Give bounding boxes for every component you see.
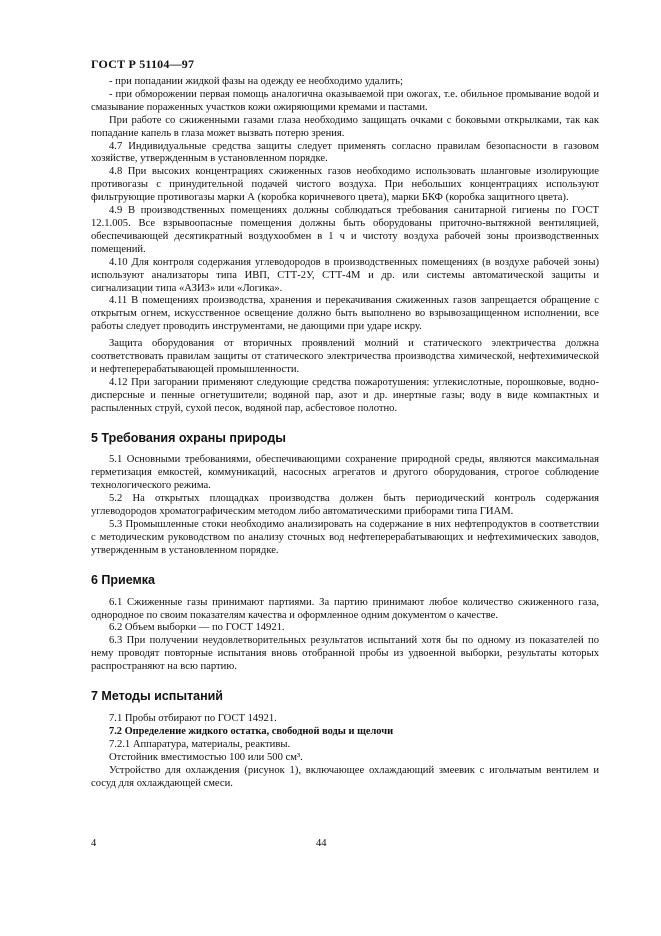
section-heading: 5 Требования охраны природы [91, 430, 286, 445]
page-number-center: 44 [316, 838, 327, 849]
paragraph: 6.1 Сжиженные газы принимают партиями. За партию принимают любое количество сжиженного газа, однородное по своим показателям качества и оформленное одним документом о качестве. [91, 596, 599, 621]
paragraph: 4.12 При загорании применяют следующие средства пожаротушения: углекислотные, порошковые, водно-дисперсные и пенные огнетушители; водяной пар, азот и др. инертные газы; воду в виде компактных и распыленных струй, сухой песок, водяной пар, асбестовое полотно. [91, 376, 599, 414]
subsection-heading: 7.2 Определение жидкого остатка, свободной воды и щелочи [109, 725, 394, 737]
paragraph: 6.2 Объем выборки — по ГОСТ 14921. [109, 622, 285, 634]
paragraph: 5.1 Основными требованиями, обеспечивающими сохранение природной среды, являются максимальная герметизация емкостей, коммуникаций, насосных агрегатов и другого оборудования, строгое соблюдение технологического режима. [91, 454, 599, 492]
section-heading: 7 Методы испытаний [91, 689, 223, 704]
paragraph: Защита оборудования от вторичных проявлений молний и статического электричества должна соответствовать правилам защиты от статического электричества производства химической, нефтехимической и нефтеперерабатывающей промышленности. [91, 338, 599, 375]
section-heading: 6 Приемка [91, 572, 155, 587]
paragraph: 7.1 Пробы отбирают по ГОСТ 14921. [109, 712, 277, 724]
paragraph: 7.2.1 Аппаратура, материалы, реактивы. [109, 738, 291, 750]
paragraph: При работе со сжиженными газами глаза необходимо защищать очками с боковыми открылками, так как попадание капель в глаза может вызвать потерю зрения. [91, 114, 599, 139]
paragraph: 4.7 Индивидуальные средства защиты следует применять согласно правилам безопасности в газовом хозяйстве, утвержденным в установленном порядке. [91, 140, 599, 165]
paragraph: - при попадании жидкой фазы на одежду ее необходимо удалить; [109, 76, 403, 87]
paragraph: 5.2 На открытых площадках производства должен быть периодический контроль содержания углеводородов хроматографическим методом либо автоматическими приборами типа ГИАМ. [91, 493, 599, 518]
paragraph: - при обморожении первая помощь аналогична оказываемой при ожогах, т.е. обильное промывание водой и смазывание пораженных участков кожи ожиряющими кремами и пастами. [91, 88, 599, 113]
paragraph: 4.10 Для контроля содержания углеводородов в производственных помещениях (в воздухе рабочей зоны) используют анализаторы типа ИВП, СТТ-2У, СТТ-4М и др. или системы автоматической защиты и сигнализации типа «АЗИЗ» или «Логика». [91, 256, 599, 294]
document-body [91, 76, 599, 790]
paragraph: 4.11 В помещениях производства, хранения и перекачивания сжиженных газов запрещается обращение с открытым огнем, искусственное освещение должно быть выполнено во взрывозащищенном исполнении, все работы следует проводить инструментами, не дающими при ударе искру. [91, 295, 599, 333]
page-number-left: 4 [91, 838, 97, 849]
paragraph: 4.8 При высоких концентрациях сжиженных газов необходимо использовать шланговые изолирующие противогазы с принудительной подачей чистого воздуха. При небольших концентрациях используют фильтрующие противогазы марки А (коробка коричневого цвета), марки БКФ (коробка защитного цвета). [91, 166, 599, 204]
paragraph: Отстойник вместимостью 100 или 500 см³. [109, 751, 303, 763]
paragraph: 6.3 При получении неудовлетворительных результатов испытаний хотя бы по одному из показателей по нему проводят повторные испытания вновь отобранной пробы из удвоенной выборки, результаты которых распространяют на всю партию. [91, 635, 599, 673]
paragraph: Устройство для охлаждения (рисунок 1), включающее охлаждающий змеевик с игольчатым вентилем и сосуд для охлаждающей смеси. [91, 764, 599, 789]
paragraph: 4.9 В производственных помещениях должны соблюдаться требования санитарной гигиены по ГОСТ 12.1.005. Все взрывоопасные помещения должны быть оборудованы приточно-вытяжной вентиляцией, обеспечивающей десятикратный воздухообмен в 1 ч и чистоту воздуха рабочей зоны производственных помещений. [91, 205, 599, 255]
paragraph: 5.3 Промышленные стоки необходимо анализировать на содержание в них нефтепродуктов в соответствии с методическим руководством по анализу сточных вод нефтеперерабатывающих и нефтехимических заводов, утвержденным в установленном порядке. [91, 519, 599, 556]
document-header: ГОСТ Р 51104—97 [91, 57, 195, 71]
